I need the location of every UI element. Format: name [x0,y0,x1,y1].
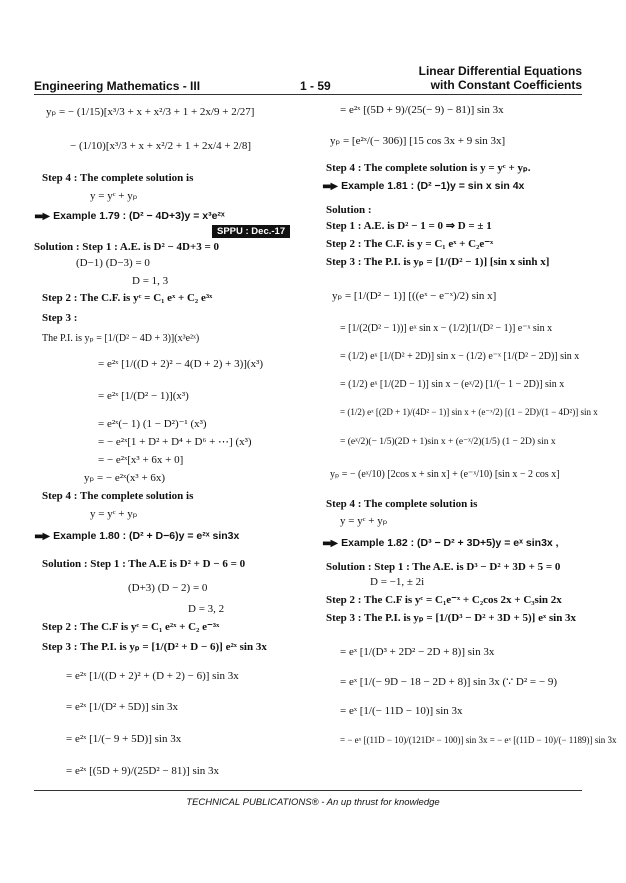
arrow-icon: ▬▶ [322,181,338,192]
step-line: Step 3 : The P.I. is yₚ = [1/(D² − 1)] [sin x sinh x] [326,256,550,268]
formula-line: = − e²ˣ[x³ + 6x + 0] [98,454,184,466]
formula-line: D = 3, 2 [188,603,225,615]
formula-line: = e²ˣ [(5D + 9)/(25(− 9) − 81)] sin 3x [340,104,504,116]
step-line: Step 4 : The complete solution is [42,172,194,184]
formula-line: = [1/(2(D² − 1))] eˣ sin x − (1/2)[1/(D² − 1)] e⁻ˣ sin x [340,323,553,334]
formula-line: = e²ˣ [(5D + 9)/(25D² − 81)] sin 3x [66,765,220,777]
step-line: Step 1 : A.E. is D² − 1 = 0 ⇒ D = ± 1 [326,220,492,232]
solution-line: Solution : Step 1 : The A.E. is D³ − D² + 3D + 5 = 0 [326,561,561,573]
formula-line: y = yᶜ + yₚ [90,508,138,520]
example-heading: ▬▶ Example 1.80 : (D² + D−6)y = e²ˣ sin3x [34,530,240,542]
sppu-badge: SPPU : Dec.-17 [212,225,290,238]
example-heading: ▬▶ Example 1.79 : (D² − 4D+3)y = x³e²ˣ [34,210,225,222]
formula-line: (D−1) (D−3) = 0 [76,257,150,269]
formula-line: (D+3) (D − 2) = 0 [128,582,208,594]
step-line: Step 4 : The complete solution is [326,498,478,510]
formula-line: = e²ˣ [1/(D² − 1)](x³) [98,390,189,402]
solution-line: Solution : Step 1 : The A.E is D² + D − 6 = 0 [42,558,246,570]
step-line: Step 3 : The P.I. is yₚ = [1/(D³ − D² + 3D + 5)] eˣ sin 3x [326,612,577,624]
formula-line: = e²ˣ [1/((D + 2)² − 4(D + 2) + 3)](x³) [98,358,264,370]
formula-line: − (1/10)[x³/3 + x + x²/2 + 1 + 2x/4 + 2/8] [70,140,252,152]
formula-line: = eˣ [1/(− 11D − 10)] sin 3x [340,705,463,717]
formula-line: = eˣ [1/(− 9D − 18 − 2D + 8)] sin 3x (∵ D² = − 9) [340,676,557,688]
formula-line: y = yᶜ + yₚ [90,190,138,202]
formula-line: yₚ = [1/(D² − 1)] [((eˣ − e⁻ˣ)/2) sin x] [332,290,497,302]
step-line: Step 2 : The C.F is yᶜ = C₁ e²ˣ + C₂ e⁻³ˣ [42,621,220,633]
formula-line: = eˣ [1/(D³ + 2D² − 2D + 8)] sin 3x [340,646,495,658]
solution-line: Solution : [326,204,372,216]
chapter-title-line2: with Constant Coefficients [430,78,582,92]
formula-line: = e²ˣ [1/(D² + 5D)] sin 3x [66,701,178,713]
formula-line: D = 1, 3 [132,275,169,287]
arrow-icon: ▬▶ [34,531,50,542]
formula-line: yₚ = − (eˣ/10) [2cos x + sin x] + (e⁻ˣ/10) [sin x − 2 cos x] [330,469,560,480]
formula-line: = (1/2) eˣ [1/(D² + 2D)] sin x − (1/2) e⁻ˣ [1/(D² − 2D)] sin x [340,351,580,362]
solution-line: Solution : Step 1 : A.E. is D² − 4D+3 = 0 [34,241,219,253]
formula-line: = e²ˣ(− 1) (1 − D²)⁻¹ (x³) [98,418,207,430]
step-line: Step 3 : [42,312,78,324]
formula-line: = − eˣ [(11D − 10)/(121D² − 100)] sin 3x = − eˣ [(11D − 10)/(− 1189)] sin 3x [340,735,617,745]
formula-line: yₚ = − (1/15)[x³/3 + x + x²/3 + 1 + 2x/9 + 2/27] [46,106,255,118]
step-line: Step 2 : The C.F. is yᶜ = C₁ eˣ + C₂ e³ˣ [42,292,213,304]
formula-line: = − e²ˣ[1 + D² + D⁴ + D⁶ + ⋯] (x³) [98,436,252,448]
formula-line: yₚ = − e²ˣ(x³ + 6x) [84,472,166,484]
step-line: Step 3 : The P.I. is yₚ = [1/(D² + D − 6)] e²ˣ sin 3x [42,641,267,653]
step-line: Step 4 : The complete solution is [42,490,194,502]
formula-line: = e²ˣ [1/((D + 2)² + (D + 2) − 6)] sin 3x [66,670,239,682]
formula-line: = (1/2) eˣ [(2D + 1)/(4D² − 1)] sin x + (e⁻ˣ/2) [(1 − 2D)/(1 − 4D²)] sin x [340,407,598,417]
arrow-icon: ▬▶ [322,538,338,549]
step-line: Step 2 : The C.F. is y = C₁ eˣ + C₂e⁻ˣ [326,238,494,250]
formula-line: y = yᶜ + yₚ [340,515,388,527]
step-line: Step 4 : The complete solution is y = yᶜ + yₚ. [326,162,531,174]
formula-line: D = −1, ± 2i [370,576,425,588]
page-footer: TECHNICAL PUBLICATIONS® - An up thrust for knowledge [186,797,440,808]
example-heading: ▬▶ Example 1.82 : (D³ − D² + 3D+5)y = eˣ sin3x , [322,537,559,549]
example-heading: ▬▶ Example 1.81 : (D² −1)y = sin x sin 4x [322,180,525,192]
formula-line: = e²ˣ [1/(− 9 + 5D)] sin 3x [66,733,182,745]
arrow-icon: ▬▶ [34,211,50,222]
formula-line: The P.I. is yₚ = [1/(D² − 4D + 3)](x³e²ˣ) [42,333,200,344]
footer-rule [34,790,582,791]
header-rule [34,94,582,95]
page-number: 1 - 59 [300,79,331,93]
step-line: Step 2 : The C.F is yᶜ = C₁e⁻ˣ + C₂cos 2x + C₃sin 2x [326,594,562,606]
book-title: Engineering Mathematics - III [34,79,201,93]
formula-line: yₚ = [e²ˣ/(− 306)] [15 cos 3x + 9 sin 3x] [330,135,506,147]
chapter-title-line1: Linear Differential Equations [418,64,582,78]
formula-line: = (1/2) eˣ [1/(2D − 1)] sin x − (eˣ/2) [1/(− 1 − 2D)] sin x [340,379,565,390]
formula-line: = (eˣ/2)(− 1/5)(2D + 1)sin x + (e⁻ˣ/2)(1/5) (1 − 2D) sin x [340,437,556,447]
